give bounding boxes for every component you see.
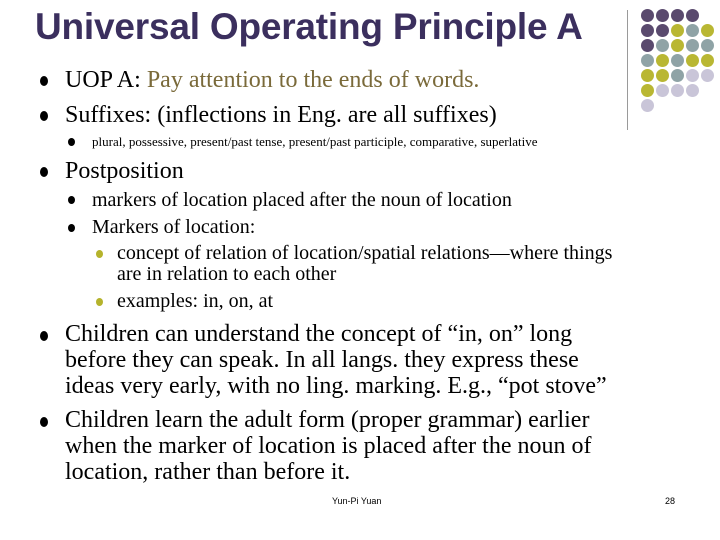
bullet-uop-a xyxy=(65,68,479,92)
postposition-sub2: Markers of location: xyxy=(92,216,256,238)
bullet-dot xyxy=(96,298,103,306)
page-number: 28 xyxy=(665,496,676,506)
suffixes-list: plural, possessive, present/past tense, present/past participle, comparative, superlative xyxy=(92,134,538,149)
bullet-suffixes: Suffixes: (inflections in Eng. are all suffixes) xyxy=(65,102,497,128)
uop-label: UOP A xyxy=(65,67,135,93)
slide-title: Universal Operating Principle A xyxy=(35,6,583,47)
bullet-dot xyxy=(40,417,48,427)
bullet-dot xyxy=(40,76,48,86)
location-concept-line2: are in relation to each other xyxy=(117,263,337,285)
bullet-dot xyxy=(68,224,75,232)
location-concept-line1: concept of relation of location/spatial relations—where things xyxy=(117,242,613,264)
footer-author: Yun-Pi Yuan xyxy=(332,496,382,506)
bullet-dot xyxy=(40,331,48,341)
bullet-dot xyxy=(96,250,103,258)
bullet-dot xyxy=(68,138,75,146)
bullet-dot xyxy=(40,111,48,121)
bullet-postposition: Postposition xyxy=(65,158,184,184)
children-understand-line1: Children can understand the concept of “in, on” long xyxy=(65,321,573,347)
location-examples: examples: in, on, at xyxy=(117,290,274,312)
postposition-sub1: markers of location placed after the noun of location xyxy=(92,189,512,211)
uop-separator: : xyxy=(134,67,147,93)
children-learn-line2: when the marker of location is placed after the noun of xyxy=(65,433,592,459)
children-learn-line1: Children learn the adult form (proper grammar) earlier xyxy=(65,407,590,433)
bullet-dot xyxy=(68,196,75,204)
children-learn-line3: location, rather than before it. xyxy=(65,459,351,485)
children-understand-line2: before they can speak. In all langs. they express these xyxy=(65,347,579,373)
bullet-dot xyxy=(40,167,48,177)
uop-accent-text: Pay attention to the ends of words. xyxy=(146,67,480,93)
children-understand-line3: ideas very early, with no ling. marking. E.g., “pot stove” xyxy=(65,373,607,399)
